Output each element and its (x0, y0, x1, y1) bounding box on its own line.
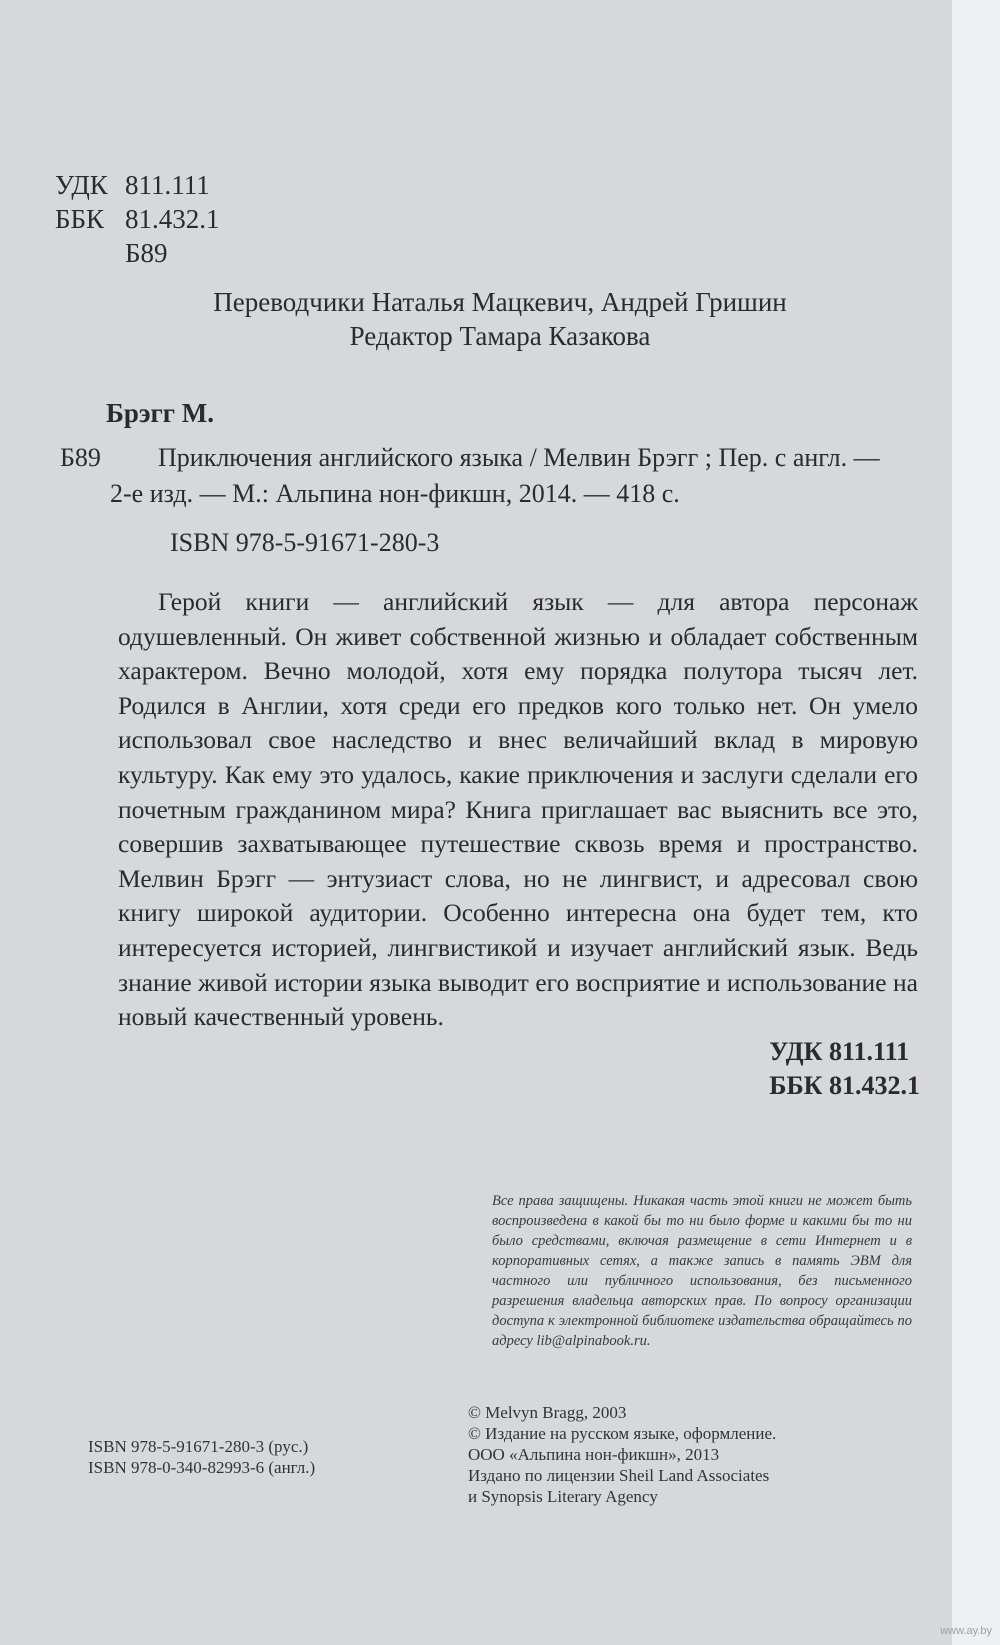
copyright-line-5: и Synopsis Literary Agency (468, 1487, 658, 1506)
copyright-line-3: ООО «Альпина нон-фикшн», 2013 (468, 1445, 720, 1464)
bbk-value: 81.432.1 (125, 204, 220, 234)
copyright-line-1: © Melvyn Bragg, 2003 (468, 1403, 627, 1422)
author-code: Б89 (125, 238, 168, 268)
udk-bottom: УДК 811.111 (769, 1037, 910, 1066)
copyright-block (468, 1402, 938, 1507)
bibliographic-line-1: Приключения английского языка / Мелвин Брэгг ; Пер. с англ. — (158, 443, 880, 472)
copyright-line-2: © Издание на русском языке, оформление. (468, 1424, 777, 1443)
copyright-line-4: Издано по лицензии Sheil Land Associates (468, 1466, 770, 1485)
isbn-russian: ISBN 978-5-91671-280-3 (рус.) (88, 1437, 309, 1456)
bbk-bottom: ББК 81.432.1 (769, 1071, 920, 1100)
udk-label: УДК (55, 170, 108, 200)
editor-line: Редактор Тамара Казакова (349, 321, 651, 351)
isbn-main: ISBN 978-5-91671-280-3 (170, 528, 440, 557)
bibliographic-code: Б89 (60, 443, 101, 472)
udk-value: 811.111 (125, 170, 210, 200)
isbn-bottom-block (88, 1436, 315, 1478)
translators-line: Переводчики Наталья Мацкевич, Андрей Гришин (213, 287, 787, 317)
abstract-paragraph: Герой книги — английский язык — для автора персонаж одушевленный. Он живет собственной жизнью и обладает собственным характером. Вечно молодой, хотя ему порядка полутора тысяч лет. Родился в Англии, хотя среди его предков кого только нет. Он умело использовал свое наследство и внес величайший вклад в мировую культуру. Как ему это удалось, какие приключения и заслуги сделали его почетным гражданином мира? Книга приглашает вас выяснить все это, совершив захватывающее путешествие сквозь время и пространство. Мелвин Брэгг — энтузиаст слова, но не лингвист, и адресовал свою книгу широкой аудитории. Особенно интересна она будет тем, кто интересуется историей, лингвистикой и изучает английский язык. Ведь знание живой истории языка выводит его восприятие и использование на новый качественный уровень. (118, 587, 918, 1032)
udk-bottom-block (769, 1035, 920, 1103)
isbn-english: ISBN 978-0-340-82993-6 (англ.) (88, 1458, 316, 1477)
rights-notice: Все права защищены. Никакая часть этой книги не может быть воспроизведена в какой бы то ни было форме и какими бы то ни было средствами, включая размещение в сети Интернет и в корпоративных сетях, а также запись в память ЭВМ для частного или публичного использования, без письменного разрешения владельца авторских прав. По вопросу организации доступа к электронной библиотеке издательства обращайтесь по адресу lib@alpinabook.ru. (492, 1193, 912, 1349)
bibliographic-line-2: 2-е изд. — М.: Альпина нон-фикшн, 2014. — 418 с. (110, 479, 680, 508)
udk-classification-block (55, 168, 220, 270)
site-watermark: www.ay.by (940, 1625, 992, 1637)
credits-block (0, 285, 1000, 353)
author-heading: Брэгг М. (106, 398, 215, 428)
bbk-label: ББК (55, 204, 105, 234)
page-edge-background (952, 0, 1000, 1645)
